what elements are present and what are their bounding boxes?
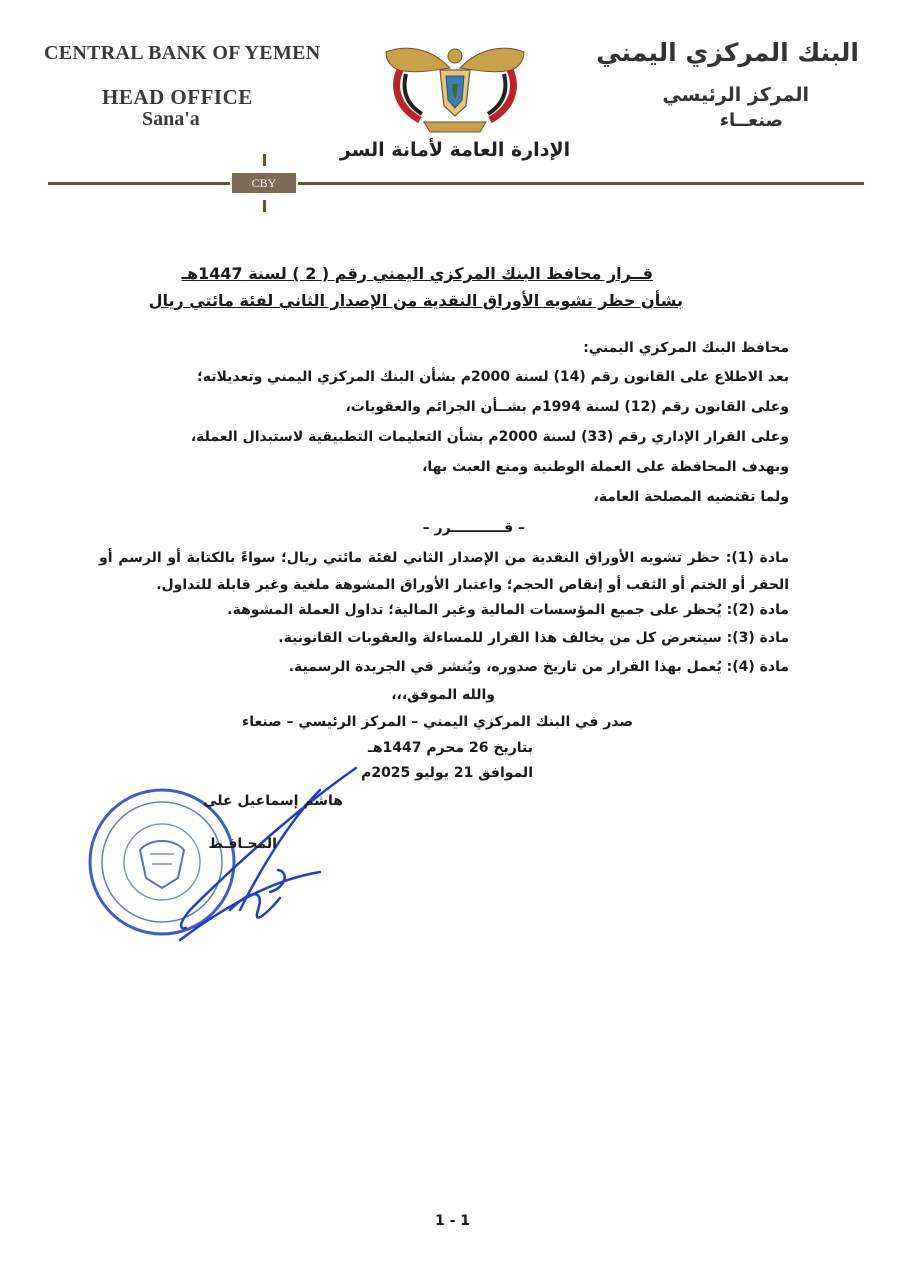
- header-office-en: HEAD OFFICE: [102, 85, 253, 109]
- header-rule-right: [298, 182, 864, 185]
- header-bank-name-en: CENTRAL BANK OF YEMEN: [44, 42, 321, 64]
- article-2: مادة (2): يُحظر على جميع المؤسسات المالية وغير المالية؛ تداول العملة المشوهة.: [227, 602, 789, 618]
- preamble-line: وعلى القرار الإداري رقم (33) لسنة 2000م بشأن التعليمات التطبيقية لاستبدال العملة،: [190, 429, 789, 445]
- header-tick-top: [263, 154, 266, 166]
- header-city-ar: صنعــاء: [719, 110, 783, 131]
- yemen-eagle-emblem-icon: [376, 40, 534, 138]
- signatory-name: هاشم إسماعيل علي: [203, 793, 343, 809]
- preamble-line: بعد الاطلاع على القانون رقم (14) لسنة 2000م بشأن البنك المركزي اليمني وتعديلاته؛: [197, 369, 789, 385]
- article-3: مادة (3): سيتعرض كل من يخالف هذا القرار للمساءلة والعقوبات القانونية.: [278, 630, 789, 646]
- preamble-line: ولما تقتضيه المصلحة العامة،: [593, 489, 789, 505]
- date-hijri: بتاريخ 26 محرم 1447هـ: [368, 740, 533, 756]
- signature-icon: [120, 760, 380, 960]
- department-name: الإدارة العامة لأمانة السر: [339, 139, 571, 161]
- page-number: 1 - 1: [434, 1213, 471, 1229]
- decision-title: قــرار محافظ البنك المركزي اليمني رقم ( 2 ) لسنة 1447هـ: [181, 264, 653, 283]
- header-rule-left: [48, 182, 230, 185]
- header-office-ar: المركز الرئيسي: [662, 84, 809, 106]
- preamble-line: وبهدف المحافظة على العملة الوطنية ومنع العبث بها،: [422, 459, 789, 475]
- decision-subject: بشأن حظر تشويه الأوراق النقدية من الإصدار الثاني لفئة مائتي ريال: [148, 291, 683, 310]
- header-city-en: Sana'a: [142, 108, 200, 130]
- signatory-title: المحـافـظ: [208, 836, 277, 852]
- header-bank-name-ar: البنك المركزي اليمني: [596, 38, 859, 67]
- article-4: مادة (4): يُعمل بهذا القرار من تاريخ صدوره، ويُنشر في الجريدة الرسمية.: [288, 659, 789, 675]
- closing-greeting: والله الموفق،،،: [391, 687, 495, 703]
- decision-heading: – قـــــــــــرر –: [422, 520, 525, 536]
- date-gregorian: الموافق 21 يوليو 2025م: [361, 765, 533, 781]
- preamble-line: وعلى القانون رقم (12) لسنة 1994م بشــأن الجرائم والعقوبات،: [345, 399, 789, 415]
- header-tick-bottom: [263, 200, 266, 212]
- preamble-line: محافظ البنك المركزي اليمني:: [583, 340, 789, 356]
- issued-line: صدر في البنك المركزي اليمني – المركز الرئيسي – صنعاء: [242, 714, 633, 730]
- article-1: مادة (1): حظر تشويه الأوراق النقدية من الإصدار الثاني لفئة مائتي ريال؛ سواءً بالكتابة أو الرسم أو الحفر أو الختم أو الثقب أو إنقاص الحجم؛ واعتبار الأوراق المشوهة ملغية وغير قابلة للتداول.: [99, 550, 789, 593]
- cby-badge: CBY: [232, 173, 296, 193]
